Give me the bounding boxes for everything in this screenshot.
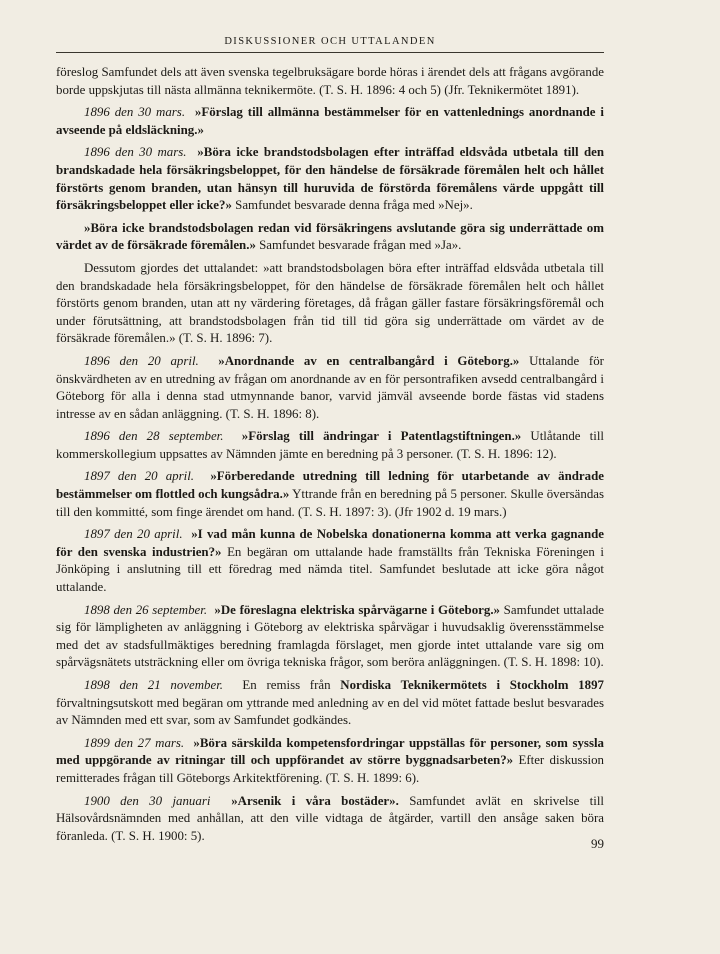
entry-title: »Förslag till ändringar i Patentlagstiftningen.» [241, 429, 522, 444]
paragraph [56, 104, 604, 139]
paragraph-text: Yttrande från en beredning på 5 personer. Skulle översändas till den kommitté, som finge ärendet om hand. (T. S. H. 1897: 3). (Jfr 1902 d. 19 mars.) [56, 487, 605, 519]
entry-title: »Anordnande av en centralbangård i Göteborg.» [218, 353, 520, 368]
body-text [56, 64, 604, 850]
paragraph [56, 735, 604, 788]
entry-date: 1896 den 28 september. [84, 429, 224, 444]
header-rule [56, 52, 604, 53]
paragraph [56, 353, 604, 423]
paragraph-text: En begäran om uttalande hade framställts från Tekniska Föreningen i Jönköping i anslutning till ett föredrag med nämda titel. Samfundet beslutade att icke göra något uttalande. [56, 544, 604, 595]
paragraph-text: föreslog Samfundet dels att även svenska tegelbruksägare borde höras i ärendet dels att frågans avgörande borde uppskjutas till nästa allmänna teknikermöte. (T. S. H. 1896: 4 och 5) (Jfr. Teknikermötet 1891). [56, 65, 604, 97]
paragraph [56, 144, 604, 214]
paragraph-text: Efter diskussion remitterades frågan till Göteborgs Arkitektförening. (T. S. H. 1899: 6). [56, 753, 604, 785]
entry-date: 1897 den 20 april. [84, 469, 195, 484]
entry-title: »Förslag till allmänna bestämmelser för en vattenlednings anordnande i avseende på eldsläckning.» [56, 105, 605, 137]
entry-title: »Förberedande utredning till ledning för utarbetande av ändrade bestämmelser om flottled och kungsådra.» [56, 469, 604, 502]
paragraph-text: Samfundet besvarade denna fråga med »Nej». [235, 198, 473, 213]
entry-title: »I vad mån kunna de Nobelska donationerna komma att verka gagnande för den svenska industrien?» [56, 527, 605, 559]
entry-title: »Böra icke brandstodsbolagen redan vid försäkringens avslutande göra sig underrättade om värdet av de försäkrade föremålen.» [56, 220, 604, 253]
paragraph-text: Uttalande för önskvärdheten av en utredning av frågan om anordnande av en för persontrafiken avsedd centralbangård i Göteborg för alla i denna stad utmynnande banor, varvid jämväl avseende borde fästas vid stadens intresse av en sådan anläggning. (T. S. H. 1896: 8). [56, 353, 604, 421]
paragraph [56, 526, 604, 596]
entry-date: 1899 den 27 mars. [84, 735, 185, 750]
entry-date: 1896 den 30 mars. [84, 145, 187, 160]
entry-date: 1896 den 20 april. [84, 353, 199, 368]
paragraph [56, 260, 604, 348]
running-header: DISKUSSIONER OCH UTTALANDEN [224, 36, 436, 47]
paragraph [56, 220, 604, 255]
paragraph [56, 64, 604, 99]
entry-date: 1900 den 30 januari [84, 793, 211, 808]
entry-date: 1898 den 26 september. [84, 602, 208, 617]
paragraph-text: Samfundet uttalade sig för lämpligheten av anläggning i Göteborg av elektriska spårvägar i huvudsaklig överensstämmelse med det av stadsfullmäktiges beredning framlagda förslaget, men gjorde intet uttalande vare sig om spårvägsnätets utsträckning eller om övriga tekniska frågor, som beröra anläggningen. (T. S. H. 1898: 10). [56, 602, 604, 670]
paragraph [56, 793, 604, 846]
entry-title: »Arsenik i våra bostäder». [231, 793, 399, 808]
paragraph-text: förvaltningsutskott med begäran om yttrande med anledning av en del vid mötet fattade beslut besvarades av Nämnden med ett svar, som av Samfundet godkändes. [56, 695, 604, 728]
entry-date: 1897 den 20 april. [84, 527, 183, 542]
paragraph [56, 602, 604, 672]
paragraph [56, 468, 604, 521]
entry-title: Nordiska Teknikermötets i Stockholm 1897 [340, 678, 604, 692]
paragraph-text-lead: En remiss från [242, 678, 331, 692]
paragraph-text: Dessutom gjordes det uttalandet: »att brandstodsbolagen böra efter inträffad eldsvåda utbetala till den brandskadade hela försäkringsbeloppet, för den händelse de försäkrade föremålen helt och hållet förstörts genom branden, utan att ny värdering företages, då frågan gäller fastare försäkringsföremål och under förutsättning, att brandstodsbolagen från tid till tid göra sig underrättade om värdet av de försäkrade föremålen.» (T. S. H. 1896: 7). [56, 260, 604, 346]
entry-date: 1896 den 30 mars. [84, 105, 186, 120]
page-number: 99 [591, 836, 604, 851]
entry-title: »Böra icke brandstodsbolagen efter inträffad eldsvåda utbetala till den brandskadade hela försäkringsbeloppet, för den händelse de försäkrade föremålen helt och hållet förstörts genom branden, utan hänsyn till huruvida de förstörda föremålens värde uppgått till försäkringsbeloppet eller icke?» [56, 145, 605, 213]
paragraph-text: Samfundet avlät en skrivelse till Hälsovårdsnämnden med anhållan, att den ville vidtaga de åtgärder, vartill den ansåge saken böra föranleda. (T. S. H. 1900: 5). [56, 793, 605, 843]
paragraph-text: Samfundet besvarade frågan med »Ja». [259, 238, 462, 253]
paragraph [56, 677, 604, 730]
entry-title: »De föreslagna elektriska spårvägarne i Göteborg.» [214, 602, 500, 617]
paragraph-text: Utlåtande till kommerskollegium uppsattes av Nämnden jämte en beredning på 3 personer. (T. S. H. 1896: 12). [56, 429, 604, 461]
paragraph [56, 428, 604, 463]
entry-date: 1898 den 21 november. [84, 678, 224, 692]
entry-title: »Böra särskilda kompetensfordringar uppställas för personer, som syssla med uppgörande av ritningar till och uppförandet av större byggnadsarbeten?» [56, 735, 604, 768]
